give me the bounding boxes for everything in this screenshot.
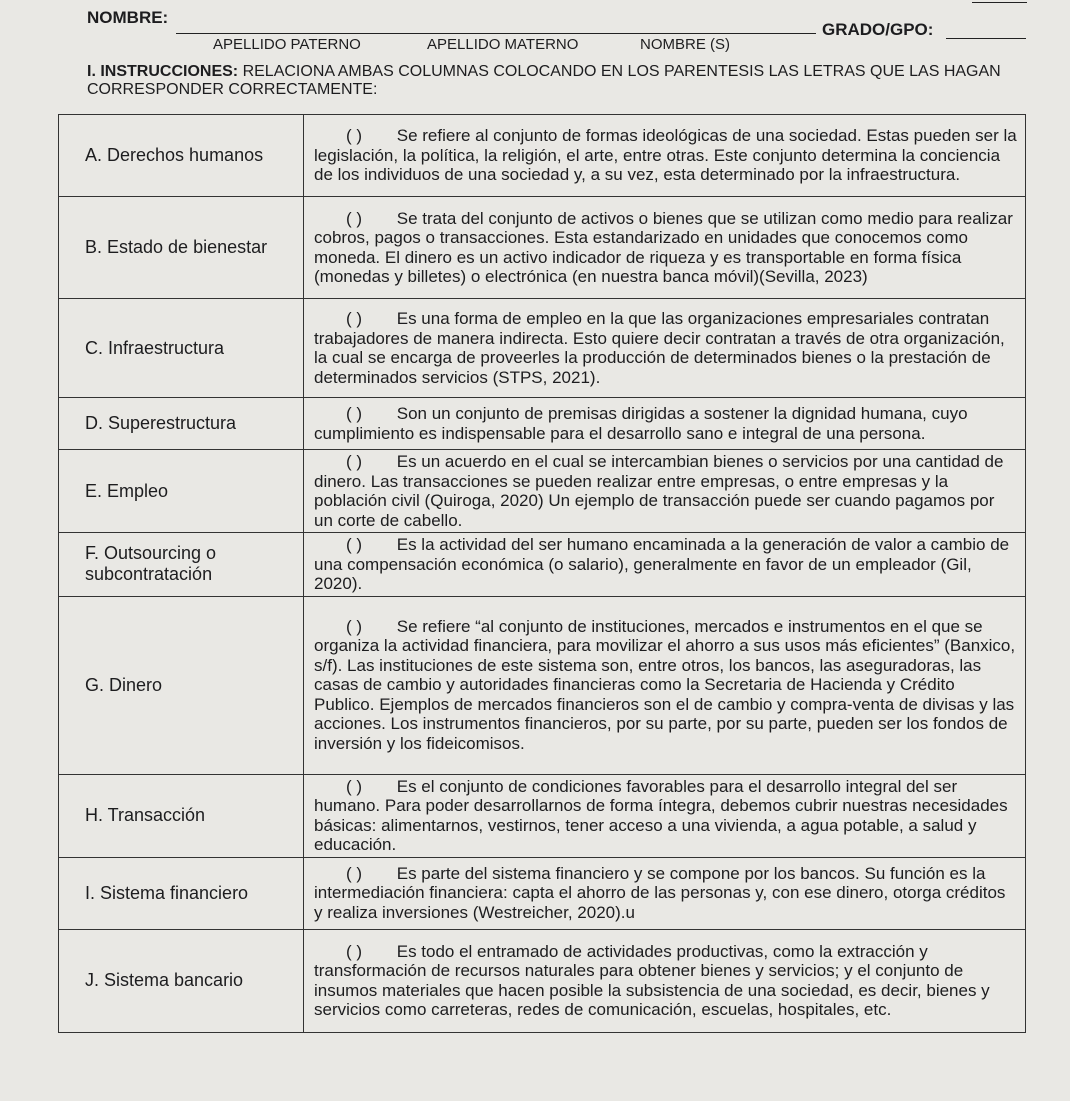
table-row — [59, 533, 1026, 597]
definition-cell — [304, 115, 1026, 197]
grado-field[interactable] — [946, 38, 1026, 39]
table-row — [59, 299, 1026, 398]
table-row — [59, 929, 1026, 1032]
definition-text: Se refiere al conjunto de formas ideológicas de una sociedad. Estas pueden ser la legislación, la política, la religión, el arte, entre otras. Este conjunto determina la conciencia de los individuos de una sociedad y, a su vez, esta determinado por la infraestructura. — [314, 126, 1017, 185]
answer-parenthesis[interactable]: ( ) — [346, 208, 363, 228]
sub-label-materno: APELLIDO MATERNO — [427, 36, 579, 53]
term-cell: B. Estado de bienestar — [59, 197, 304, 299]
answer-parenthesis[interactable]: ( ) — [346, 404, 363, 423]
definition-text: Es la actividad del ser humano encaminada a la generación de valor a cambio de una compensación económica (o salario), generalmente en favor de un empleador (Gil, 2020). — [314, 535, 1010, 593]
answer-parenthesis[interactable]: ( ) — [346, 535, 363, 554]
table-row — [59, 398, 1026, 450]
name-label: NOMBRE: — [87, 8, 169, 27]
answer-parenthesis[interactable]: ( ) — [346, 863, 363, 883]
answer-parenthesis[interactable]: ( ) — [346, 452, 363, 471]
term-cell: J. Sistema bancario — [59, 929, 304, 1032]
definition-cell — [304, 197, 1026, 299]
answer-parenthesis[interactable]: ( ) — [346, 616, 363, 636]
definition-cell — [304, 929, 1026, 1032]
instructions-lead: INSTRUCCIONES: — [100, 63, 239, 80]
answer-parenthesis[interactable]: ( ) — [346, 776, 363, 796]
definition-cell — [304, 533, 1026, 597]
answer-parenthesis[interactable]: ( ) — [346, 309, 363, 328]
term-cell: E. Empleo — [59, 450, 304, 533]
worksheet-header — [0, 0, 1070, 110]
matching-table — [58, 114, 1026, 1033]
term-cell: C. Infraestructura — [59, 299, 304, 398]
term-cell: H. Transacción — [59, 774, 304, 857]
definition-cell — [304, 450, 1026, 533]
definition-text: Es parte del sistema financiero y se compone por los bancos. Su función es la intermediación financiera: capta el ahorro de las personas y, con ese dinero, otorga créditos y realiza inversiones (Westreicher, 2020).u — [314, 863, 1006, 922]
table-row — [59, 450, 1026, 533]
definition-text: Es un acuerdo en el cual se intercambian bienes o servicios por una cantidad de dinero. Las transacciones se pueden realizar entre empresas, o entre empresas y la población civil (Quiroga, 2020) Un ejemplo de transacción puede ser cuando pagamos por un corte de cabello. — [314, 452, 1004, 530]
table-row — [59, 197, 1026, 299]
term-cell: I. Sistema financiero — [59, 857, 304, 929]
instructions-number: I. — [87, 63, 96, 80]
term-cell: D. Superestructura — [59, 398, 304, 450]
name-field[interactable] — [176, 33, 816, 34]
definition-text: Se trata del conjunto de activos o bienes que se utilizan como medio para realizar cobros, pagos o transacciones. Esta estandarizado en unidades que conocemos como moneda. El dinero es un activo indicador de riqueza y es transportable en forma física (monedas y billetes) o electrónica (en nuestra banca móvil)(Sevilla, 2023) — [314, 208, 1013, 286]
sub-label-nombre: NOMBRE (S) — [640, 36, 730, 53]
table-row — [59, 857, 1026, 929]
top-line — [972, 2, 1027, 3]
definition-text: Son un conjunto de premisas dirigidas a sostener la dignidad humana, cuyo cumplimiento es indispensable para el desarrollo sano e integral de una persona. — [314, 404, 968, 443]
definition-cell — [304, 857, 1026, 929]
definition-cell — [304, 299, 1026, 398]
definition-text: Se refiere “al conjunto de instituciones, mercados e instrumentos en el que se organiza la actividad financiera, para movilizar el ahorro a sus usos más eficientes” (Banxico, s/f). Las instituciones de este sistema son, entre otros, los bancos, las aseguradoras, las casas de cambio y autoridades financieras como la Secretaria de Hacienda y Crédito Publico. Ejemplos de mercados financieros son el de cambio y compra-venta de divisas y las acciones. Los instrumentos financieros, por su parte, por su parte, pueden ser los fondos de inversión y los fideicomisos. — [314, 616, 1016, 753]
sub-label-paterno: APELLIDO PATERNO — [213, 36, 361, 53]
table-row — [59, 774, 1026, 857]
definition-text: Es todo el entramado de actividades productivas, como la extracción y transformación de recursos naturales para obtener bienes y servicios; y el conjunto de insumos materiales que hacen posible la subsistencia de una sociedad, es decir, bienes y servicios como carreteras, redes de comunicación, escuelas, hospitales, etc. — [314, 941, 990, 1019]
grado-label: GRADO/GPO: — [822, 20, 934, 39]
definition-cell — [304, 774, 1026, 857]
definition-text: Es el conjunto de condiciones favorables para el desarrollo integral del ser humano. Para poder desarrollarnos de forma íntegra, debemos cubrir nuestras necesidades básicas: alimentarnos, vestirnos, tener acceso a una vivienda, a agua potable, a salud y educación. — [314, 776, 1008, 854]
instructions-text: RELACIONA AMBAS COLUMNAS COLOCANDO EN LOS PARENTESIS LAS LETRAS QUE LAS HAGAN CORRESPONDER CORRECTAMENTE: — [87, 63, 1001, 98]
instructions — [87, 63, 1037, 99]
term-cell: G. Dinero — [59, 596, 304, 774]
definition-text: Es una forma de empleo en la que las organizaciones empresariales contratan trabajadores de manera indirecta. Esto quiere decir contratan a través de otra organización, la cual se encarga de proveerles la producción de determinados bienes o la prestación de determinados servicios (STPS, 2021). — [314, 309, 1005, 387]
term-cell: A. Derechos humanos — [59, 115, 304, 197]
table-row — [59, 115, 1026, 197]
definition-cell — [304, 398, 1026, 450]
definition-cell — [304, 596, 1026, 774]
answer-parenthesis[interactable]: ( ) — [346, 126, 363, 146]
table-row — [59, 596, 1026, 774]
term-cell: F. Outsourcing o subcontratación — [59, 533, 304, 597]
answer-parenthesis[interactable]: ( ) — [346, 941, 363, 961]
